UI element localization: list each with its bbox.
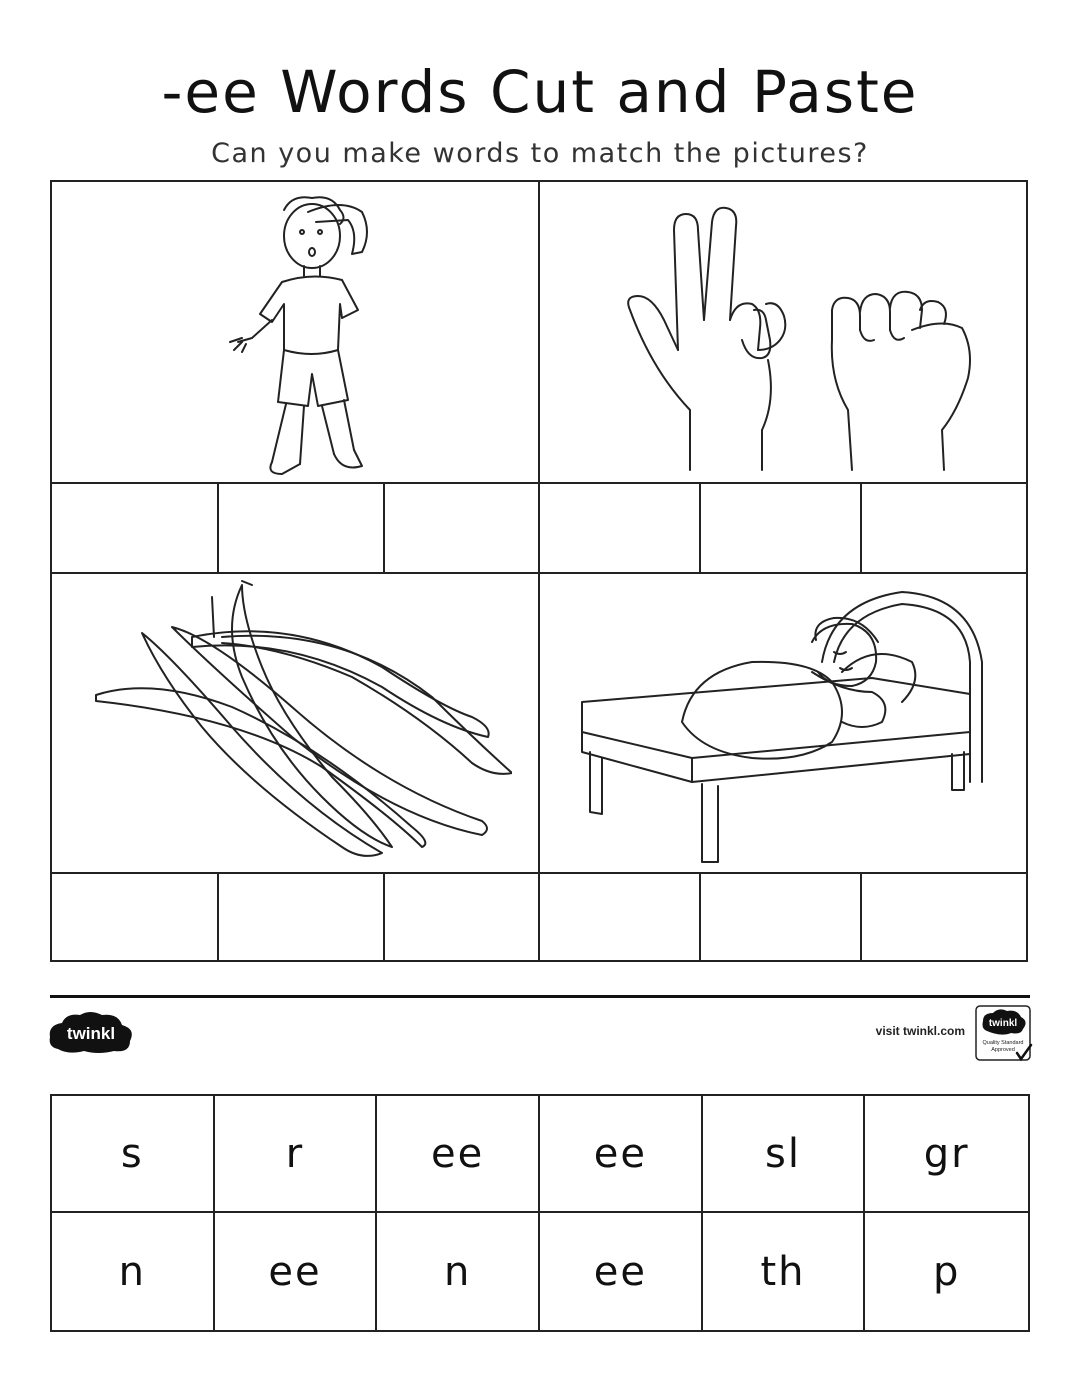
answer-box-divider — [699, 872, 701, 962]
green-beans-icon — [92, 577, 512, 867]
badge-line1: Quality Standard — [982, 1040, 1024, 1046]
answer-box-divider — [699, 482, 701, 572]
grid-divider — [52, 572, 1028, 574]
answer-box-divider — [383, 872, 385, 962]
grid-divider — [52, 872, 1028, 874]
letter-tile[interactable]: r — [215, 1096, 378, 1213]
answer-box-divider — [217, 872, 219, 962]
grid-divider — [52, 482, 1028, 484]
answer-box-divider — [383, 482, 385, 572]
letter-tile[interactable]: s — [52, 1096, 215, 1213]
letter-tiles-grid — [50, 1094, 1030, 1332]
letter-tile[interactable]: n — [52, 1213, 215, 1330]
boy-looking-icon — [212, 192, 392, 477]
answer-box-divider — [860, 482, 862, 572]
letter-tile[interactable]: n — [377, 1213, 540, 1330]
picture-grid — [50, 180, 1028, 962]
letter-tile[interactable]: gr — [865, 1096, 1028, 1213]
letter-tile[interactable]: ee — [377, 1096, 540, 1213]
badge-logo-text: twinkl — [988, 1018, 1018, 1029]
page-title: -ee Words Cut and Paste — [161, 58, 919, 126]
letter-tile[interactable]: ee — [540, 1213, 703, 1330]
three-fingers-icon — [612, 200, 972, 480]
quality-standard-badge — [975, 1005, 1033, 1063]
answer-box-divider — [217, 482, 219, 572]
visit-link[interactable]: visit twinkl.com — [875, 1024, 965, 1038]
twinkl-logo[interactable] — [48, 1009, 134, 1055]
badge-line2: Approved — [991, 1047, 1015, 1053]
letter-tile[interactable]: th — [703, 1213, 866, 1330]
letter-tile[interactable]: p — [932, 1248, 961, 1295]
answer-box-divider — [860, 872, 862, 962]
girl-sleeping-in-bed-icon — [572, 582, 1012, 872]
letter-tile[interactable]: ee — [215, 1213, 378, 1330]
letter-tile[interactable]: ee — [540, 1096, 703, 1213]
footer-divider — [50, 995, 1030, 998]
page-subtitle: Can you make words to match the pictures? — [211, 138, 869, 169]
logo-text: twinkl — [66, 1024, 116, 1043]
letter-tile[interactable]: sl — [703, 1096, 866, 1213]
